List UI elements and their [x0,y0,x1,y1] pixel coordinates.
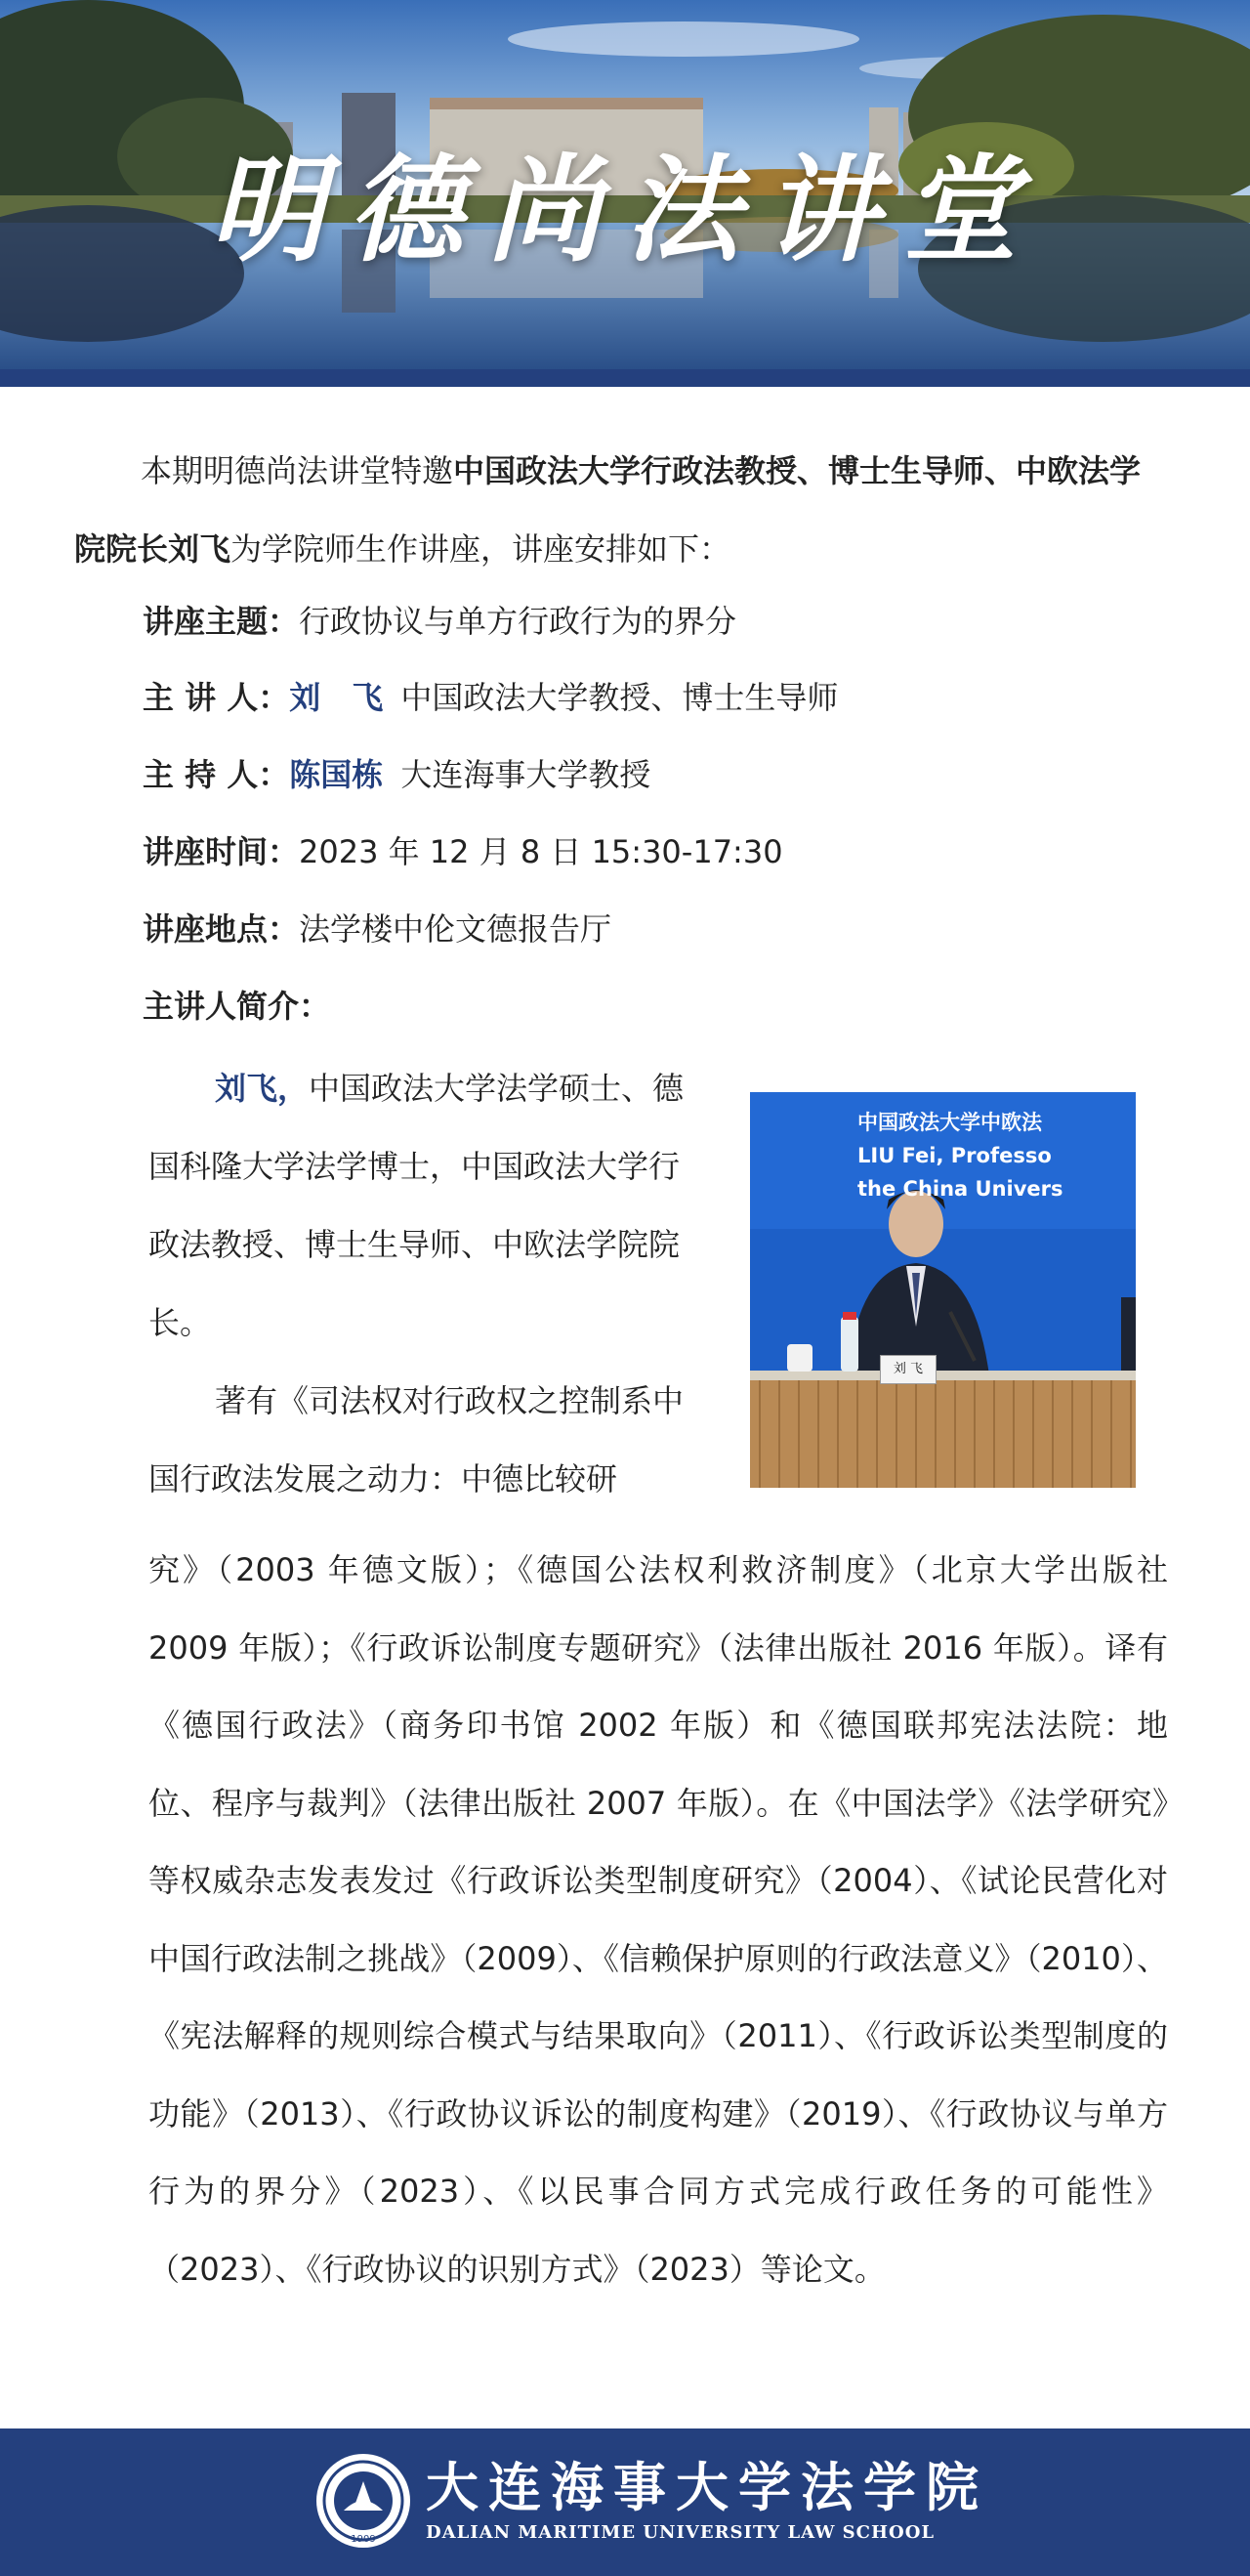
topic-label: 讲座主题： [143,603,300,640]
info-topic [143,602,736,641]
time-label: 讲座时间： [143,833,300,870]
info-host [143,755,650,794]
speaker-title: 中国政法大学教授、博士生导师 [400,679,839,716]
host-name: 陈国栋 [289,756,384,793]
info-bio-heading [143,987,330,1026]
bio-heading: 主讲人简介： [143,988,331,1025]
university-logo-icon [314,2452,412,2550]
intro-suffix: 为学院师生作讲座，讲座安排如下： [230,530,731,568]
intro-guest: 中国政法大学行政法教授、博士生导师、中欧法学院院长刘飞 [74,452,1142,568]
photo-caption-line-2: LIU Fei, Professo [857,1144,1052,1167]
photo-backdrop-text [857,1106,1063,1205]
bio-column [148,1049,695,1518]
info-speaker [143,678,838,717]
bio-para-1 [148,1049,695,1362]
topic-value: 行政协议与单方行政行为的界分 [299,603,737,640]
time-value: 2023 年 12 月 8 日 15:30-17:30 [299,833,783,870]
nameplate: 刘 飞 [880,1355,937,1384]
intro-paragraph [74,432,1168,588]
speaker-photo [750,1092,1136,1488]
intro-prefix: 本期明德尚法讲堂特邀 [141,452,454,489]
bio-para-2-start: 著有《司法权对行政权之控制系中国行政法发展之动力：中德比较研 [148,1382,685,1498]
header-banner [0,0,1250,369]
speaker-label: 主 讲 人： [143,679,290,716]
bio-publications: 究》（2003 年德文版）；《德国公法权利救济制度》（北京大学出版社 2009 年版）；《行政诉讼制度专题研究》（法律出版社 2016 年版）。译有《德国行政法》（商务印书馆 2002 年版）和《德国联邦宪法法院：地位、程序与裁判》（法律出版社 2007 年版）。在《中国法学》《法学研究》等权威杂志发表发过《行政诉讼类型制度研究》（2004）、《试论民营化对中国行政法制之挑战》（2009）、《信赖保护原则的行政法意义》（2010）、《宪法解释的规则综合模式与结果取向》（2011）、《行政诉讼类型制度的功能》（2013）、《行政协议诉讼的制度构建》（2019）、《行政协议与单方行为的界分》（2023）、《以民事合同方式完成行政任务的可能性》（2023）、《行政协议的识别方式》（2023）等论文。 [148,1551,1168,2288]
school-name-en: DALIAN MARITIME UNIVERSITY LAW SCHOOL [426,2522,936,2543]
photo-caption-line-3: the China Univers [857,1177,1063,1201]
footer [0,2428,1250,2576]
speaker-name: 刘 飞 [289,679,384,716]
host-title: 大连海事大学教授 [400,756,651,793]
school-name: 大连海事大学法学院 [426,2456,988,2518]
banner-title: 明德尚法讲堂 [208,142,1041,277]
place-label: 讲座地点： [143,910,300,948]
banner-divider [0,369,1250,387]
info-time [143,832,783,871]
host-label: 主 持 人： [143,756,290,793]
bio-para-1-text: 中国政法大学法学硕士、德国科隆大学法学博士，中国政法大学行政法教授、博士生导师、中欧法学院院长。 [148,1070,685,1341]
bio-name: 刘飞， [215,1070,310,1107]
logo-year: 1909 [351,2534,376,2545]
photo-caption-line-1: 中国政法大学中欧法 [857,1111,1042,1134]
info-place [143,909,611,949]
place-value: 法学楼中伦文德报告厅 [299,910,612,948]
